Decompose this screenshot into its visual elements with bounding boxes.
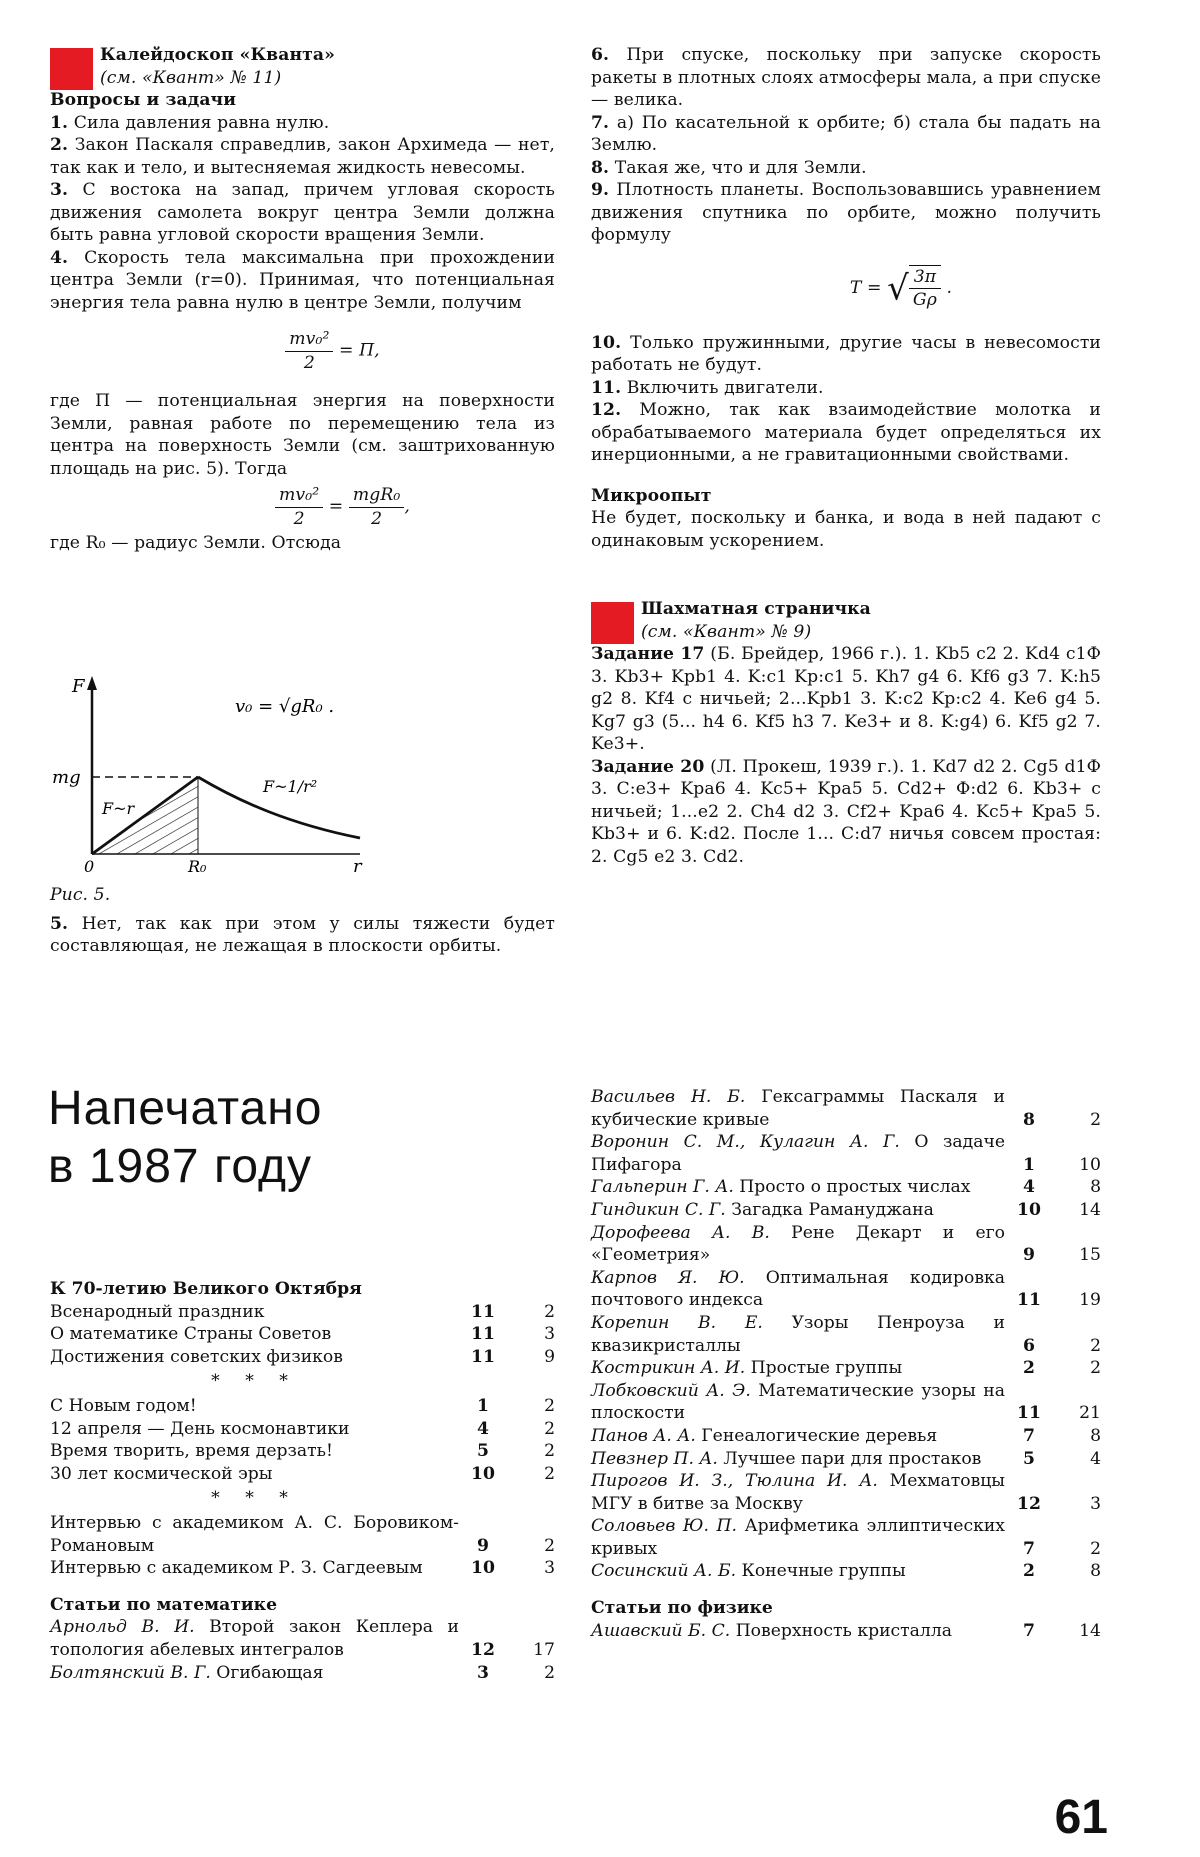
toc-entry-title xyxy=(50,1616,459,1661)
toc-group3-list xyxy=(50,1512,555,1580)
toc-entry-title xyxy=(591,1312,1005,1357)
toc-entry-author: Корепин В. Е. xyxy=(591,1312,763,1333)
toc-entry-page: 2 xyxy=(544,1463,555,1484)
answer-8: Такая же, что и для Земли. xyxy=(614,157,867,178)
printed-title-line1: Напечатано xyxy=(48,1082,323,1135)
toc-entry-text: Мехматовцы МГУ в битве за Москву xyxy=(591,1471,1005,1514)
task-17-label: Задание 17 xyxy=(591,644,705,664)
toc-entry-text: Интервью с академиком Р. З. Сагдеевым xyxy=(50,1558,423,1579)
task-20-label: Задание 20 xyxy=(591,756,705,777)
formula-2-lnum: mv₀² xyxy=(275,484,323,508)
answer-11-num: 11. xyxy=(591,377,622,398)
formula-1-rhs: = П, xyxy=(339,340,380,361)
toc-entry-text: 12 апреля — День космонавтики xyxy=(50,1418,350,1439)
answer-5: Нет, так как при этом у силы тяжести будет составляющая, не лежащая в плоскости орбиты. xyxy=(50,913,555,956)
toc-entry-page: 2 xyxy=(1090,1358,1101,1379)
toc-entry xyxy=(591,1620,1101,1643)
chess-title: Шахматная страничка xyxy=(641,599,871,619)
toc-right xyxy=(591,1086,1101,1642)
toc-entry-title xyxy=(50,1418,459,1441)
toc-entry-author: Лобковский А. Э. xyxy=(591,1380,751,1401)
toc-entry-issue: 7 xyxy=(1023,1620,1035,1641)
answer-4b: где П — потенциальная энергия на поверхности Земли, равная работе по перемещению тела из центра на поверхность Земли (см. заштрихованную площадь на рис. 5). Тогда xyxy=(50,391,555,479)
toc-entry-author: Пирогов И. З., Тюлина И. А. xyxy=(591,1471,878,1492)
formula-4-lhs: T = xyxy=(849,277,882,298)
toc-entry-page: 9 xyxy=(544,1346,555,1367)
toc-entry-text: Второй закон Кеплера и топология абелевых интегралов xyxy=(50,1617,459,1660)
micro-text: Не будет, поскольку и банка, и вода в ней падают с одинаковым ускорением. xyxy=(591,508,1101,551)
answer-9: Плотность планеты. Воспользовавшись уравнением движения спутника по орбите, можно получить формулу xyxy=(591,180,1101,245)
toc-entry-title xyxy=(50,1463,459,1486)
toc-entry-text: Гексаграммы Паскаля и кубические кривые xyxy=(591,1087,1005,1130)
toc-entry-text: Интервью с академиком А. С. Боровиком-Романовым xyxy=(50,1512,459,1556)
toc-entry xyxy=(50,1301,555,1324)
toc-entry xyxy=(50,1346,555,1369)
toc-entry-text: Математические узоры на плоскости xyxy=(591,1380,1005,1424)
formula-1-num: mv₀² xyxy=(285,328,333,352)
toc-section-math: Статьи по математике xyxy=(50,1594,278,1615)
toc-entry-page: 14 xyxy=(1079,1620,1101,1641)
answer-3-num: 3. xyxy=(50,180,69,200)
printed-title-line2: в 1987 году xyxy=(48,1140,313,1193)
toc-entry-title xyxy=(50,1395,459,1418)
answer-4: Скорость тела максимальна при прохождении центра Земли (r=0). Принимая, что потенциальная энергия тела равна нулю в центре Земли, получим xyxy=(50,247,555,313)
formula-4-num: 3π xyxy=(909,266,941,290)
toc-entry xyxy=(591,1560,1101,1583)
answer-3: С востока на запад, причем угловая скорость движения самолета вокруг центра Земли должна быть равна угловой скорости вращения Земли. xyxy=(50,180,555,245)
task-20-source: (Л. Прокеш, 1939 г.). xyxy=(710,756,905,777)
answer-12: Можно, так как взаимодействие молотка и обрабатываемого материала будет определяться их инерционными, а не гравитационными свойствами. xyxy=(591,400,1101,465)
toc-entry xyxy=(50,1323,555,1346)
left-column-bottom xyxy=(50,884,555,958)
toc-entry-issue: 9 xyxy=(1023,1245,1035,1266)
answer-12-num: 12. xyxy=(591,400,622,420)
toc-entry-title xyxy=(591,1176,1005,1199)
kaleidoscope-title: Калейдоскоп «Кванта» xyxy=(100,45,335,65)
toc-entry xyxy=(591,1425,1101,1448)
toc-entry xyxy=(591,1380,1101,1425)
figure-5-graph xyxy=(50,674,570,874)
task-17-source: (Б. Брейдер, 1966 г.). xyxy=(710,644,908,664)
toc-entry xyxy=(591,1448,1101,1471)
toc-entry-title xyxy=(591,1470,1005,1515)
toc-entry-title xyxy=(50,1440,459,1463)
toc-entry-title xyxy=(591,1086,1005,1131)
toc-entry xyxy=(50,1662,555,1685)
printed-title xyxy=(48,1080,322,1196)
chess-subtitle: (см. «Квант» № 9) xyxy=(641,621,812,642)
red-square-marker xyxy=(50,48,93,90)
answer-5-num: 5. xyxy=(50,913,69,934)
toc-entry-page: 2 xyxy=(544,1535,555,1556)
graph-label-linear: F~r xyxy=(102,799,135,818)
toc-entry-text: Конечные группы xyxy=(741,1561,906,1582)
toc-entry-author: Васильев Н. Б. xyxy=(591,1087,746,1107)
toc-entry-title xyxy=(591,1448,1005,1471)
toc-entry-issue: 10 xyxy=(471,1463,495,1484)
toc-entry-issue: 5 xyxy=(1023,1448,1035,1469)
toc-entry xyxy=(50,1512,555,1557)
toc-entry-text: Узоры Пенроуза и квазикристаллы xyxy=(591,1312,1005,1356)
toc-entry-author: Сосинский А. Б. xyxy=(591,1561,737,1582)
toc-entry xyxy=(591,1086,1101,1131)
toc-entry-title xyxy=(591,1380,1005,1425)
graph-label-R0: R₀ xyxy=(188,857,207,874)
toc-entry-issue: 2 xyxy=(1023,1561,1035,1582)
toc-entry-title xyxy=(591,1267,1005,1312)
formula-2: $\frac{\text{mv₀²}}{2}$ = $\frac{\text{mgR₀}}{2}$ , xyxy=(50,484,555,530)
toc-entry-issue: 3 xyxy=(477,1662,489,1683)
toc-october-list xyxy=(50,1301,555,1369)
toc-entry-issue: 12 xyxy=(1017,1493,1041,1514)
formula-4: T = √ $\frac{3\pi}{G\rho}$ . xyxy=(849,266,953,310)
toc-entry-text: Оптимальная кодировка почтового индекса xyxy=(591,1267,1005,1311)
answer-11: Включить двигатели. xyxy=(626,377,824,398)
toc-entry-author: Дорофеева А. В. xyxy=(591,1222,770,1243)
toc-entry-page: 8 xyxy=(1090,1425,1101,1446)
red-square-marker-chess xyxy=(591,602,634,644)
toc-entry-text: Просто о простых числах xyxy=(739,1177,971,1198)
toc-entry-text: Всенародный праздник xyxy=(50,1301,265,1322)
toc-entry xyxy=(50,1616,555,1661)
graph-label-zero: 0 xyxy=(84,857,95,874)
toc-entry-page: 17 xyxy=(533,1639,555,1660)
toc-entry-issue: 1 xyxy=(1023,1154,1035,1175)
toc-entry-author: Карпов Я. Ю. xyxy=(591,1267,745,1288)
toc-entry-title xyxy=(591,1620,1005,1643)
toc-section-physics: Статьи по физике xyxy=(591,1598,773,1619)
toc-entry-page: 2 xyxy=(544,1441,555,1462)
toc-entry-title xyxy=(50,1512,459,1557)
toc-entry-issue: 8 xyxy=(1023,1109,1035,1130)
toc-entry-page: 21 xyxy=(1079,1403,1101,1424)
toc-entry-issue: 7 xyxy=(1023,1538,1035,1559)
toc-entry xyxy=(591,1312,1101,1357)
toc-entry-page: 3 xyxy=(544,1558,555,1579)
toc-entry-text: Время творить, время дерзать! xyxy=(50,1441,333,1462)
toc-entry-text: С Новым годом! xyxy=(50,1395,197,1416)
page-number: 61 xyxy=(1054,1791,1108,1844)
right-column xyxy=(591,44,1101,868)
toc-entry-page: 2 xyxy=(1090,1538,1101,1559)
answer-8-num: 8. xyxy=(591,157,610,178)
figure-caption: Рис. 5. xyxy=(50,885,111,905)
toc-entry-author: Кострикин А. И. xyxy=(591,1358,746,1379)
answer-1: Сила давления равна нулю. xyxy=(73,112,330,133)
toc-entry-issue: 10 xyxy=(471,1558,495,1579)
toc-entry-page: 3 xyxy=(544,1324,555,1345)
graph-label-mg: mg xyxy=(52,767,81,788)
toc-entry-page: 15 xyxy=(1079,1245,1101,1266)
toc-entry-page: 2 xyxy=(544,1395,555,1416)
toc-entry-title xyxy=(591,1131,1005,1176)
answer-10: Только пружинными, другие часы в невесомости работать не будут. xyxy=(591,332,1101,375)
formula-2-rnum: mgR₀ xyxy=(349,484,405,508)
graph-label-F: F xyxy=(72,676,85,697)
toc-entry-text: Рене Декарт и его «Геометрия» xyxy=(591,1222,1005,1266)
toc-entry-page: 4 xyxy=(1090,1448,1101,1469)
toc-entry-title xyxy=(50,1662,459,1685)
toc-entry-author: Воронин С. М., Кулагин А. Г. xyxy=(591,1132,900,1153)
toc-entry-issue: 2 xyxy=(1023,1358,1035,1379)
toc-entry-title xyxy=(50,1557,459,1580)
toc-entry-issue: 5 xyxy=(477,1441,489,1462)
y-axis-arrow xyxy=(87,676,97,690)
toc-entry-issue: 4 xyxy=(477,1418,489,1439)
answer-7: а) По касательной к орбите; б) стала бы падать на Землю. xyxy=(591,112,1101,155)
toc-entry-page: 2 xyxy=(544,1418,555,1439)
answer-4-num: 4. xyxy=(50,247,69,268)
formula-2-lden: 2 xyxy=(293,508,305,529)
toc-entry-author: Соловьев Ю. П. xyxy=(591,1516,737,1537)
toc-entry-page: 2 xyxy=(544,1301,555,1322)
graph-label-r: r xyxy=(353,856,362,874)
toc-entry-page: 8 xyxy=(1090,1561,1101,1582)
toc-entry-text: О задаче Пифагора xyxy=(591,1132,1005,1175)
toc-entry-page: 3 xyxy=(1090,1493,1101,1514)
task-17-text: 1. Kb5 c2 2. Kd4 c1Ф 3. Kb3+ Kpb1 4. K:c1 Kp:c1 5. Kh7 g4 6. Kf6 g3 7. K:h5 g2 8. Kf4 с ничьей; 2...Kpb1 3. K:c2 Kp:c2 4. Ke6 g4 5. Kg7 g3 (5... h4 6. Kf5 h3 7. Ke3+ и 8. K:g4) 6. Kf5 g2 7. Ke3+. xyxy=(591,644,1101,754)
formula-1-den: 2 xyxy=(303,352,315,373)
toc-entry-issue: 11 xyxy=(471,1324,495,1345)
toc-entry-title xyxy=(591,1515,1005,1560)
toc-entry-text: 30 лет космической эры xyxy=(50,1463,273,1484)
toc-entry xyxy=(50,1440,555,1463)
toc-entry-title xyxy=(591,1222,1005,1267)
answer-6-num: 6. xyxy=(591,45,610,65)
toc-entry-issue: 9 xyxy=(477,1535,489,1556)
toc-entry-title xyxy=(591,1425,1005,1448)
toc-stars-1: * * * xyxy=(211,1371,298,1392)
toc-entry-title xyxy=(50,1301,459,1324)
toc-entry xyxy=(591,1267,1101,1312)
toc-entry xyxy=(591,1470,1101,1515)
toc-entry-text: Арифметика эллиптических кривых xyxy=(591,1516,1005,1559)
toc-entry-text: Огибающая xyxy=(216,1662,324,1683)
toc-entry-page: 2 xyxy=(1090,1109,1101,1130)
task-20-text: 1. Kd7 d2 2. Cg5 d1Ф 3. C:e3+ Kpa6 4. Kc5+ Kpa5 5. Cd2+ Ф:d2 6. Kb3+ с ничьей; 1...e2 2. Ch4 d2 3. Cf2+ Kpa6 4. Kc5+ Kpa5 5. Kb3+ и 6. K:d2. После 1... C:d7 ничья совсем простая: 2. Cg5 e2 3. Cd2. xyxy=(591,756,1101,867)
toc-section-october: К 70-летию Великого Октября xyxy=(50,1279,362,1299)
toc-entry-text: Загадка Рамануджана xyxy=(731,1199,934,1220)
toc-entry xyxy=(591,1222,1101,1267)
formula-3: v₀ = √gR₀ . xyxy=(235,696,335,717)
toc-left xyxy=(50,1272,555,1684)
toc-entry-author: Болтянский В. Г. xyxy=(50,1662,211,1683)
formula-1 xyxy=(50,328,555,374)
kaleidoscope-header xyxy=(50,44,555,89)
toc-entry-text: Поверхность кристалла xyxy=(735,1620,952,1641)
toc-math-left-list xyxy=(50,1616,555,1684)
toc-physics-list xyxy=(591,1620,1101,1643)
toc-math-right-list xyxy=(591,1086,1101,1583)
toc-entry-issue: 11 xyxy=(471,1301,495,1322)
left-column xyxy=(50,44,555,555)
toc-entry-page: 10 xyxy=(1079,1154,1101,1175)
toc-entry-author: Арнольд В. И. xyxy=(50,1617,195,1638)
chess-header xyxy=(591,598,1101,643)
micro-title: Микроопыт xyxy=(591,485,712,506)
formula-2-rden: 2 xyxy=(371,508,383,529)
toc-entry-text: О математике Страны Советов xyxy=(50,1324,332,1345)
toc-entry-issue: 11 xyxy=(471,1346,495,1367)
toc-group2-list xyxy=(50,1395,555,1485)
toc-entry-page: 2 xyxy=(1090,1335,1101,1356)
toc-entry-author: Ашавский Б. С. xyxy=(591,1620,731,1641)
formula-4-den: Gρ xyxy=(912,290,937,310)
toc-entry-issue: 6 xyxy=(1023,1335,1035,1356)
toc-stars-2: * * * xyxy=(211,1488,298,1509)
toc-entry-issue: 1 xyxy=(477,1395,489,1416)
answer-6: При спуске, поскольку при запуске скорость ракеты в плотных слоях атмосферы мала, а при спуске — велика. xyxy=(591,45,1101,110)
answer-2: Закон Паскаля справедлив, закон Архимеда — нет, так как и тело, и вытесняемая жидкость невесомы. xyxy=(50,135,555,178)
toc-entry-issue: 12 xyxy=(471,1639,495,1660)
answer-10-num: 10. xyxy=(591,332,622,353)
toc-entry xyxy=(591,1199,1101,1222)
toc-entry xyxy=(50,1395,555,1418)
toc-entry-page: 8 xyxy=(1090,1177,1101,1198)
toc-entry-page: 19 xyxy=(1079,1290,1101,1311)
toc-entry-issue: 11 xyxy=(1017,1403,1041,1424)
toc-entry xyxy=(591,1176,1101,1199)
answer-7-num: 7. xyxy=(591,112,610,133)
section-questions: Вопросы и задачи xyxy=(50,90,237,110)
toc-entry xyxy=(591,1515,1101,1560)
toc-entry-title xyxy=(50,1323,459,1346)
answer-9-num: 9. xyxy=(591,180,610,200)
toc-entry-issue: 11 xyxy=(1017,1290,1041,1311)
toc-entry-title xyxy=(50,1346,459,1369)
toc-entry xyxy=(50,1557,555,1580)
toc-entry xyxy=(591,1357,1101,1380)
toc-entry-title xyxy=(591,1199,1005,1222)
toc-entry-title xyxy=(591,1560,1005,1583)
toc-entry-text: Генеалогические деревья xyxy=(701,1425,938,1446)
answer-1-num: 1. xyxy=(50,112,69,133)
answer-2-num: 2. xyxy=(50,135,69,155)
toc-entry-text: Простые группы xyxy=(750,1358,903,1379)
toc-entry-page: 14 xyxy=(1079,1199,1101,1220)
toc-entry-author: Панов А. А. xyxy=(591,1425,696,1446)
toc-entry xyxy=(50,1418,555,1441)
toc-entry-text: Достижения советских физиков xyxy=(50,1346,343,1367)
toc-entry xyxy=(591,1131,1101,1176)
toc-entry-author: Гиндикин С. Г. xyxy=(591,1199,726,1220)
toc-entry-text: Лучшее пари для простаков xyxy=(723,1448,982,1469)
toc-entry-issue: 4 xyxy=(1023,1177,1035,1198)
toc-entry-issue: 7 xyxy=(1023,1425,1035,1446)
toc-entry-issue: 10 xyxy=(1017,1199,1041,1220)
toc-entry-author: Певзнер П. А. xyxy=(591,1448,718,1469)
toc-entry-author: Гальперин Г. А. xyxy=(591,1177,734,1198)
answer-4c: где R₀ — радиус Земли. Отсюда xyxy=(50,533,342,553)
toc-entry xyxy=(50,1463,555,1486)
toc-entry-title xyxy=(591,1357,1005,1380)
toc-entry-page: 2 xyxy=(544,1662,555,1683)
graph-label-inverse: F~1/r² xyxy=(263,777,318,796)
kaleidoscope-subtitle: (см. «Квант» № 11) xyxy=(100,67,282,88)
